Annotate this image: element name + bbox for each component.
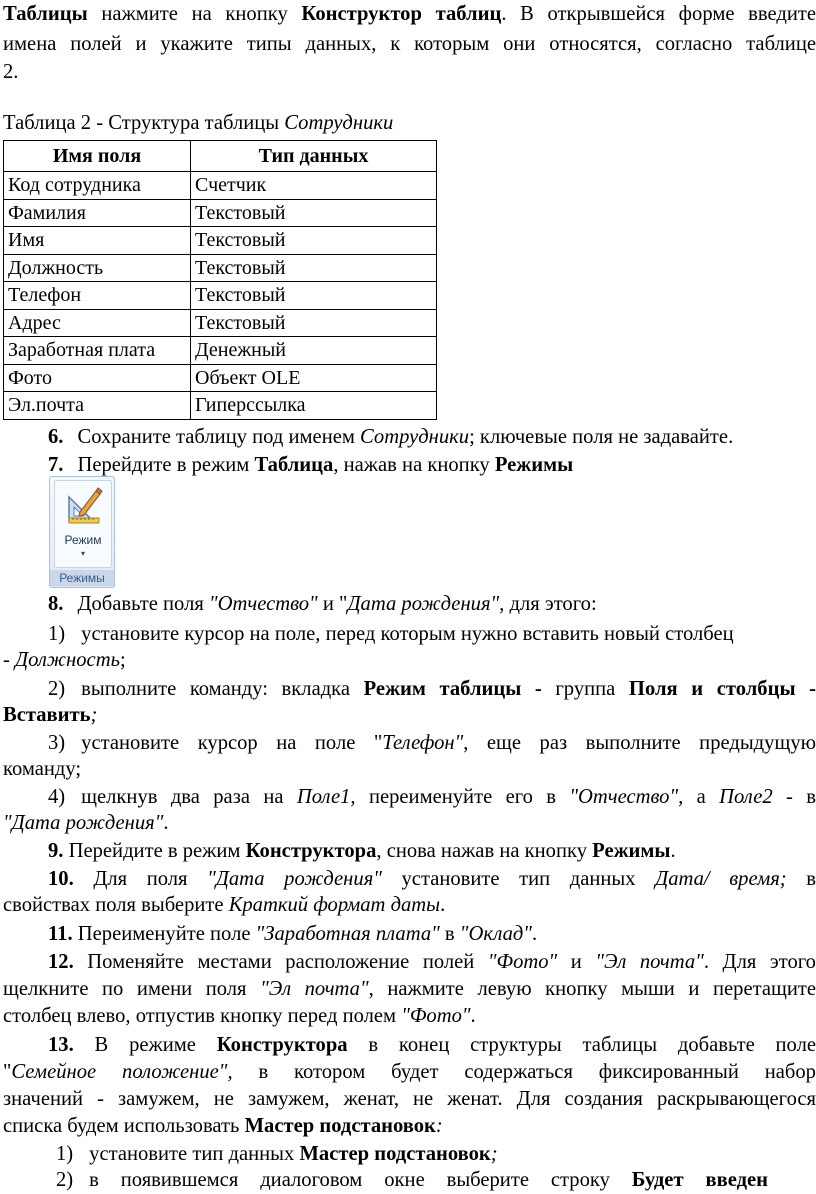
step-8-3: 3) установите курсор на поле "Телефон", еще раз выполните предыдущую: [48, 732, 816, 754]
step-10-cont: свойствах поля выберите Краткий формат даты.: [3, 894, 446, 916]
step-11: 11. Переименуйте поле "Заработная плата" в "Оклад".: [48, 923, 538, 945]
field-name-cell: Код сотрудника: [4, 172, 191, 200]
step-8-3-cont: команду;: [3, 758, 82, 780]
step-8-2-cont: Вставить;: [3, 704, 98, 726]
data-type-cell: Текстовый: [191, 227, 437, 255]
data-type-cell: Гиперссылка: [191, 392, 437, 420]
table-caption: Таблица 2 - Структура таблицы Сотрудники: [3, 112, 394, 134]
table-header-row: [4, 141, 437, 172]
intro-line-2: имена полей и укажите типы данных, к которым они относятся, согласно таблице: [3, 33, 816, 55]
header-field-name: Имя поля: [4, 141, 191, 172]
table-row: [4, 392, 437, 420]
table-row: [4, 254, 437, 282]
field-name-cell: Заработная плата: [4, 337, 191, 365]
step-7: 7. Перейдите в режим Таблица, нажав на кнопку Режимы: [48, 454, 574, 476]
step-13: 13. В режиме Конструктора в конец структуры таблицы добавьте поле: [48, 1034, 816, 1056]
field-name-cell: Имя: [4, 227, 191, 255]
data-type-cell: Объект OLE: [191, 364, 437, 392]
step-10: 10. Для поля "Дата рождения" установите тип данных Дата/ время; в: [48, 868, 816, 890]
step-8-2: 2) выполните команду: вкладка Режим таблицы - группа Поля и столбцы -: [48, 678, 816, 700]
header-data-type: Тип данных: [191, 141, 437, 172]
step-6: 6. Сохраните таблицу под именем Сотрудники; ключевые поля не задавайте.: [48, 426, 734, 448]
data-type-cell: Текстовый: [191, 282, 437, 310]
table-row: [4, 337, 437, 365]
field-name-cell: Фото: [4, 364, 191, 392]
view-mode-button[interactable]: [54, 480, 112, 568]
chevron-down-icon: ▾: [80, 549, 85, 558]
field-name-cell: Адрес: [4, 309, 191, 337]
table-row: [4, 227, 437, 255]
ribbon-group-label: Режимы: [50, 570, 114, 586]
field-name-cell: Эл.почта: [4, 392, 191, 420]
table-row: [4, 309, 437, 337]
field-name-cell: Должность: [4, 254, 191, 282]
step-12-line-2: щелкните по имени поля "Эл почта", нажмите левую кнопку мыши и перетащите: [3, 978, 816, 1000]
step-9: 9. Перейдите в режим Конструктора, снова нажав на кнопку Режимы.: [48, 840, 676, 862]
step-12-line-3: столбец влево, отпустив кнопку перед полем "Фото".: [3, 1005, 476, 1027]
design-view-icon: [63, 485, 103, 527]
step-8-1-cont: - Должность;: [3, 649, 126, 671]
intro-line-1: Таблицы нажмите на кнопку Конструктор таблиц. В открывшейся форме введите: [3, 3, 816, 25]
step-13-2: 2) в появившемся диалоговом окне выберите строку Будет введен: [56, 1169, 768, 1191]
data-type-cell: Счетчик: [191, 172, 437, 200]
step-8: 8. Добавьте поля "Отчество" и "Дата рождения", для этого:: [48, 593, 597, 615]
step-8-1: 1) установите курсор на поле, перед которым нужно вставить новый столбец: [48, 623, 734, 645]
field-name-cell: Телефон: [4, 282, 191, 310]
step-13-line-2: "Семейное положение", в котором будет содержаться фиксированный набор: [3, 1061, 816, 1083]
step-8-4: 4) щелкнув два раза на Поле1, переименуйте его в "Отчество", а Поле2 - в: [48, 786, 816, 808]
step-13-line-3: значений - замужем, не замужем, женат, не женат. Для создания раскрывающегося: [3, 1088, 816, 1110]
field-name-cell: Фамилия: [4, 199, 191, 227]
table-row: [4, 172, 437, 200]
step-8-4-cont: "Дата рождения".: [3, 812, 169, 834]
data-type-cell: Текстовый: [191, 199, 437, 227]
employees-structure-table: [3, 140, 437, 420]
step-13-1: 1) установите тип данных Мастер подстановок;: [56, 1143, 498, 1165]
intro-line-3: 2.: [3, 61, 19, 83]
step-12: 12. Поменяйте местами расположение полей "Фото" и "Эл почта". Для этого: [48, 951, 816, 973]
table-row: [4, 199, 437, 227]
view-mode-label: Режим: [64, 533, 102, 547]
data-type-cell: Текстовый: [191, 254, 437, 282]
data-type-cell: Текстовый: [191, 309, 437, 337]
data-type-cell: Денежный: [191, 337, 437, 365]
table-row: [4, 282, 437, 310]
table-row: [4, 364, 437, 392]
step-13-line-4: списка будем использовать Мастер подстановок:: [3, 1115, 443, 1137]
ribbon-modes-group: [49, 476, 115, 588]
